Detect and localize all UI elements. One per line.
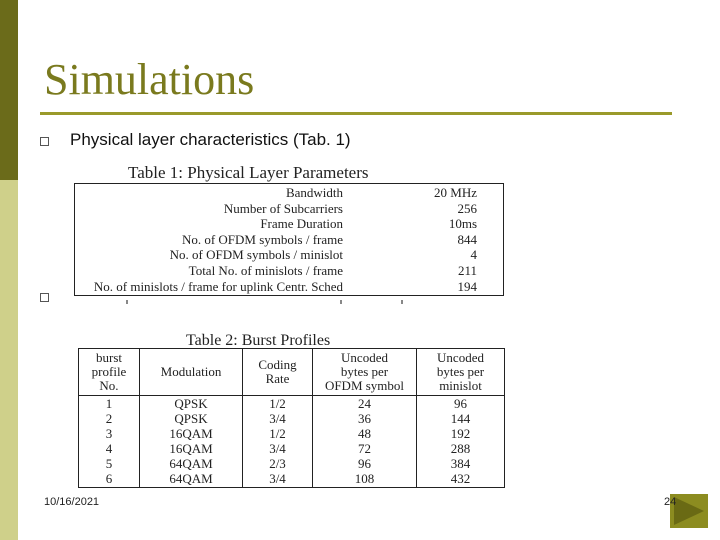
table-cell: 16QAM	[140, 441, 243, 456]
table-cell: 2/3	[243, 457, 313, 472]
sidebar-accent-dark	[0, 0, 18, 180]
header-line: Uncoded	[341, 350, 388, 365]
header-line: profile	[91, 364, 127, 379]
table-cell: 48	[313, 426, 417, 441]
table1-row	[75, 247, 503, 263]
table-cell: QPSK	[140, 411, 243, 426]
footer-date: 10/16/2021	[44, 496, 100, 508]
header-line: bytes per	[340, 364, 389, 379]
header-line: burst	[96, 350, 122, 365]
table-cell: 384	[417, 457, 505, 472]
square-bullet-icon	[40, 137, 49, 146]
table-cell: 108	[313, 472, 417, 488]
table-cell: 1/2	[243, 426, 313, 441]
page-number: 24	[664, 496, 677, 508]
table1-row	[75, 216, 503, 232]
table-cell: 4	[79, 441, 140, 456]
param-value: 4	[470, 247, 477, 263]
header-line: Modulation	[160, 364, 222, 379]
table-cell: 16QAM	[140, 426, 243, 441]
table-cell: 192	[417, 426, 505, 441]
table-cell: 36	[313, 411, 417, 426]
header-line: No.	[99, 378, 119, 393]
header-line: minislot	[439, 378, 482, 393]
param-label: Bandwidth	[285, 185, 343, 200]
table-cell: 144	[417, 411, 505, 426]
table2-header-cell	[243, 349, 313, 396]
table1-row	[75, 279, 503, 295]
table-cell: 5	[79, 457, 140, 472]
table-cell: 72	[313, 441, 417, 456]
table-cell: 24	[313, 396, 417, 412]
param-value: 20 MHz	[434, 185, 477, 200]
param-label: No. of OFDM symbols / frame	[181, 231, 343, 247]
table-cell: 3/4	[243, 472, 313, 488]
table2-header-cell	[140, 349, 243, 396]
param-label: No. of minislots / frame for uplink Centr. Sched	[93, 278, 343, 294]
table2-header-cell	[313, 349, 417, 396]
table2-header-cell	[79, 349, 140, 396]
table1-title: Table 1: Physical Layer Parameters	[128, 163, 369, 182]
table-cell: 1	[79, 396, 140, 412]
param-value: 256	[457, 200, 477, 216]
table-row	[79, 472, 505, 488]
header-line: Rate	[265, 371, 290, 386]
table2-burst-profiles	[78, 348, 505, 488]
bullet-text-physical-layer: Physical layer characteristics (Tab. 1)	[70, 130, 351, 149]
param-value: 211	[457, 263, 477, 278]
table1-physical-layer-parameters	[74, 183, 504, 296]
table-cell: 1/2	[243, 396, 313, 412]
table-cell: 2	[79, 411, 140, 426]
table-cell: 432	[417, 472, 505, 488]
table-cell: QPSK	[140, 396, 243, 412]
table2-title: Table 2: Burst Profiles	[186, 332, 331, 349]
table-row	[79, 457, 505, 472]
table1-row	[75, 232, 503, 248]
table1-row	[75, 185, 503, 201]
table-cell: 3/4	[243, 441, 313, 456]
param-value: 844	[457, 231, 477, 247]
table-cell: 288	[417, 441, 505, 456]
clipped-text-line	[74, 300, 504, 306]
table1-row	[75, 263, 503, 279]
slide-title: Simulations	[44, 55, 255, 104]
param-label: No. of OFDM symbols / minislot	[169, 247, 343, 263]
table-cell: 3	[79, 426, 140, 441]
table-row	[79, 396, 505, 412]
table-cell: 3/4	[243, 411, 313, 426]
param-label: Frame Duration	[260, 216, 343, 232]
header-line: bytes per	[436, 364, 485, 379]
table-row	[79, 426, 505, 441]
table-row	[79, 441, 505, 456]
param-value: 10ms	[448, 216, 477, 232]
param-value: 194	[457, 278, 477, 294]
header-line: Coding	[258, 357, 297, 372]
table-cell: 64QAM	[140, 472, 243, 488]
param-label: Total No. of minislots / frame	[188, 263, 343, 278]
table-cell: 6	[79, 472, 140, 488]
table-cell: 96	[417, 396, 505, 412]
table-row	[79, 411, 505, 426]
title-divider	[40, 112, 672, 115]
table-cell: 64QAM	[140, 457, 243, 472]
table2-header-cell	[417, 349, 505, 396]
table-cell: 96	[313, 457, 417, 472]
header-line: Uncoded	[437, 350, 484, 365]
param-label: Number of Subcarriers	[223, 200, 343, 216]
header-line: OFDM symbol	[324, 378, 405, 393]
sidebar-accent-light	[0, 180, 18, 540]
square-bullet-icon	[40, 293, 49, 302]
table1-row	[75, 201, 503, 217]
